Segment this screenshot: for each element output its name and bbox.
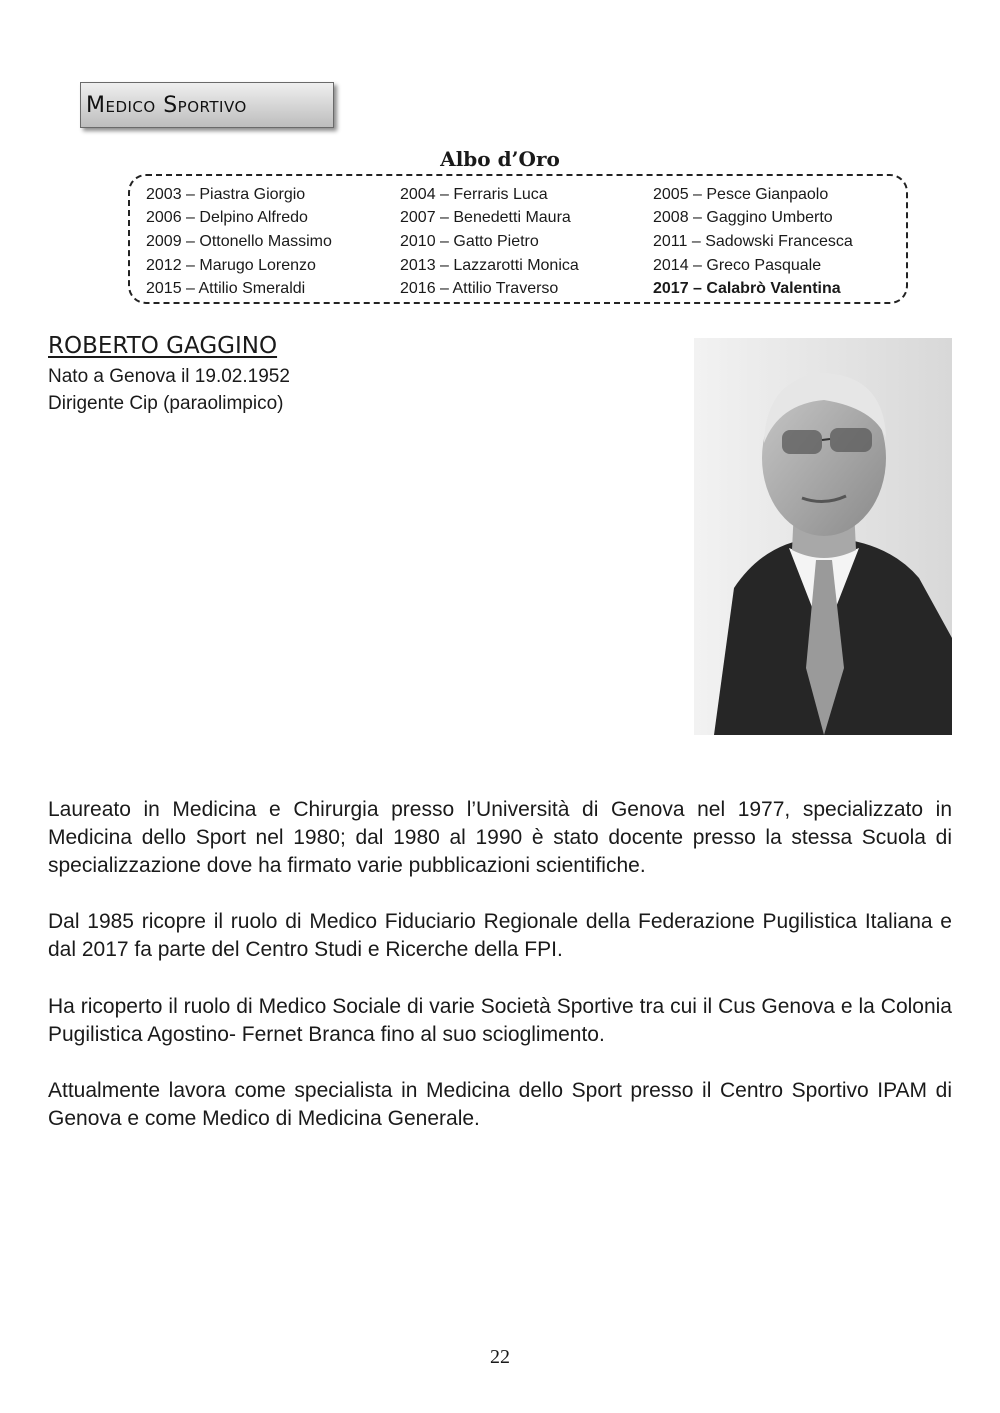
albo-doro-entry: 2005 – Pesce Gianpaolo — [653, 186, 829, 203]
albo-doro-entry: 2014 – Greco Pasquale — [653, 257, 822, 274]
bio-paragraph-3: Ha ricoperto il ruolo di Medico Sociale di varie Società Sportive tra cui il Cus Genova e la Colonia Pugilistica Agostino- Fernet Branca fino al suo scioglimento. — [48, 995, 952, 1046]
albo-doro-entry: 2009 – Ottonello Massimo — [146, 233, 332, 250]
albo-doro-entry: 2012 – Marugo Lorenzo — [146, 257, 316, 274]
albo-doro-entry: 2017 – Calabrò Valentina — [653, 280, 841, 297]
albo-doro-title: Albo d’Oro — [440, 147, 560, 171]
albo-doro-entry: 2016 – Attilio Traverso — [400, 280, 559, 297]
bio-paragraph-2: Dal 1985 ricopre il ruolo di Medico Fiduciario Regionale della Federazione Pugilistica Italiana e dal 2017 fa parte del Centro Studi e Ricerche della FPI. — [48, 910, 952, 961]
section-title: Medico Sportivo — [80, 82, 334, 128]
person-role: Dirigente Cip (paraolimpico) — [48, 393, 284, 414]
bio-paragraph-1: Laureato in Medicina e Chirurgia presso l’Università di Genova nel 1977, specializzato in Medicina dello Sport nel 1980; dal 1980 al 1990 è stato docente presso la stessa Scuola di specializzazione dove ha firmato varie pubblicazioni scientifiche. — [48, 798, 952, 877]
albo-doro-entry: 2003 – Piastra Giorgio — [146, 186, 306, 203]
albo-doro-entry: 2006 – Delpino Alfredo — [146, 209, 308, 226]
albo-doro-entry: 2013 – Lazzarotti Monica — [400, 257, 579, 274]
albo-doro-entry: 2008 – Gaggino Umberto — [653, 209, 833, 226]
albo-doro-entry: 2010 – Gatto Pietro — [400, 233, 539, 250]
page-number: 22 — [490, 1346, 510, 1368]
albo-doro-entry: 2007 – Benedetti Maura — [400, 209, 571, 226]
portrait-photo — [694, 338, 952, 735]
person-name: ROBERTO GAGGINO — [48, 333, 278, 359]
bio-paragraph-4: Attualmente lavora come specialista in Medicina dello Sport presso il Centro Sportivo IPAM di Genova e come Medico di Medicina Generale. — [48, 1079, 952, 1130]
albo-doro-entry: 2015 – Attilio Smeraldi — [146, 280, 306, 297]
albo-doro-entry: 2011 – Sadowski Francesca — [653, 233, 853, 250]
albo-doro-entry: 2004 – Ferraris Luca — [400, 186, 548, 203]
person-birth: Nato a Genova il 19.02.1952 — [48, 366, 290, 387]
